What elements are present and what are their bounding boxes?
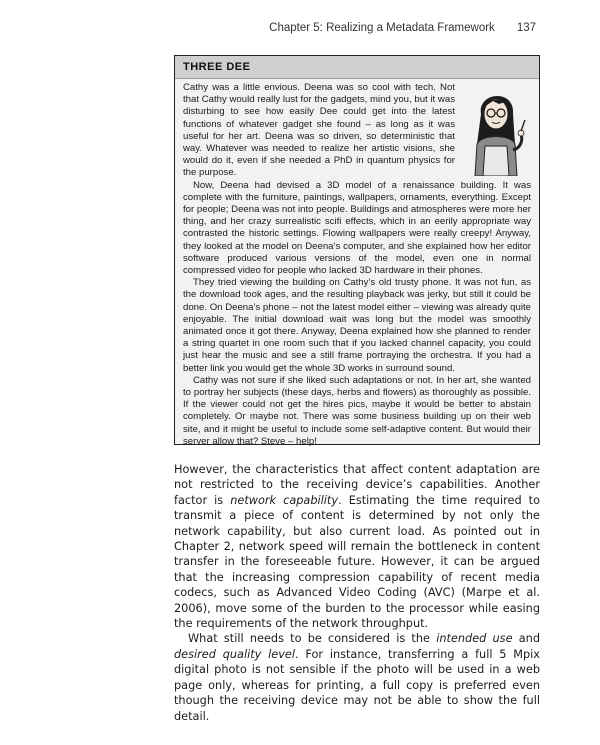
box-paragraph: Now, Deena had devised a 3D model of a renaissance building. It was complete with the furniture, paintings, wallpapers, ornaments, everything. Except for people; Deena was not into people. Buildings and atmospheres were more her thing, and her crazy surrealistic scifi effects, which in an eerily appropriate way contrasted the historic settings. Flowing wallpapers were really creepy! Anyway, they looked at the model on Deena’s computer, and she explained how her editor software produced various versions of the model, even one in normal compressed video for people who lacked 3D hardware in their phones. (183, 179, 531, 277)
text-run: and (512, 632, 540, 646)
box-paragraph: Cathy was not sure if she liked such adaptations or not. In her art, she wanted to portray her subjects (these days, herbs and flowers) as thoroughly as possible. If the viewer could not get the hires pics, maybe it would be better to abstain completely. Or maybe not. There was some business building up on their web site, and it might be useful to include some self-adaptive content. But would their server allow that? Steve – help! (183, 374, 531, 447)
text-run: . Estimating the time required to transmit a piece of content is determined by not only the network capability, but also current load. As pointed out in Chapter 2, network speed will remain the bottleneck in content transfer in the foreseeable future. However, it can be argued that the increasing compression capability of recent media codecs, such as Advanced Video Coding (AVC) (Marpe et al. 2006), move some of the burden to the processor while easing the requirements of the network throughput. (174, 493, 540, 631)
box-paragraph: They tried viewing the building on Cathy’s old trusty phone. It was not fun, as the download took ages, and the resulting playback was jerky, but still it could be done. On Deena’s phone – not the latest model either – viewing was already quite enjoyable. The initial download wait was long but the model was smoothly animated once it got there. Anyway, Deena explained how she planned to render a string quartet in one room such that if you lacked channel capacity, you could just hear the music and see a still frame portraying the orchestra. If you had a better link you would get the whole 3D works in surround sound. (183, 277, 531, 374)
emphasis-term: network capability (230, 493, 339, 507)
body-paragraph (174, 462, 540, 631)
sidebar-box (174, 55, 540, 445)
text-run: However, the characteristics that affect content adaptation are not restricted to the receiving device’s capabilities. Another factor is (174, 463, 540, 507)
body-paragraph (174, 631, 540, 723)
woman-with-glasses-illustration (461, 84, 531, 176)
text-run: What still needs to be considered is the (188, 632, 437, 646)
emphasis-term: desired quality level (174, 647, 295, 661)
box-title: THREE DEE (175, 56, 539, 79)
text-run: . For instance, transferring a full 5 Mpix digital photo is not sensible if the photo will be used in a web page only, whereas for printing, a full copy is preferred even though the receiving device may not be able to show the full detail. (174, 647, 540, 723)
main-text (174, 462, 540, 724)
box-paragraph: Cathy was a little envious. Deena was so cool with tech. Not that Cathy would really lust for the gadgets, mind you, but it was disturbing to see how easily Dee could get into the latest functions of whatever gadget she found – as long as it was useful for her art. Deena was so driven, so deterministic that way. Whatever was needed to realize her artistic visions, she would do it, even if she needed a PhD in quantum physics for the purpose. (183, 82, 455, 179)
box-body (175, 79, 539, 448)
running-header (174, 22, 536, 34)
chapter-title: Chapter 5: Realizing a Metadata Framework (269, 22, 495, 34)
emphasis-term: intended use (436, 632, 513, 646)
page-number: 137 (516, 22, 536, 34)
